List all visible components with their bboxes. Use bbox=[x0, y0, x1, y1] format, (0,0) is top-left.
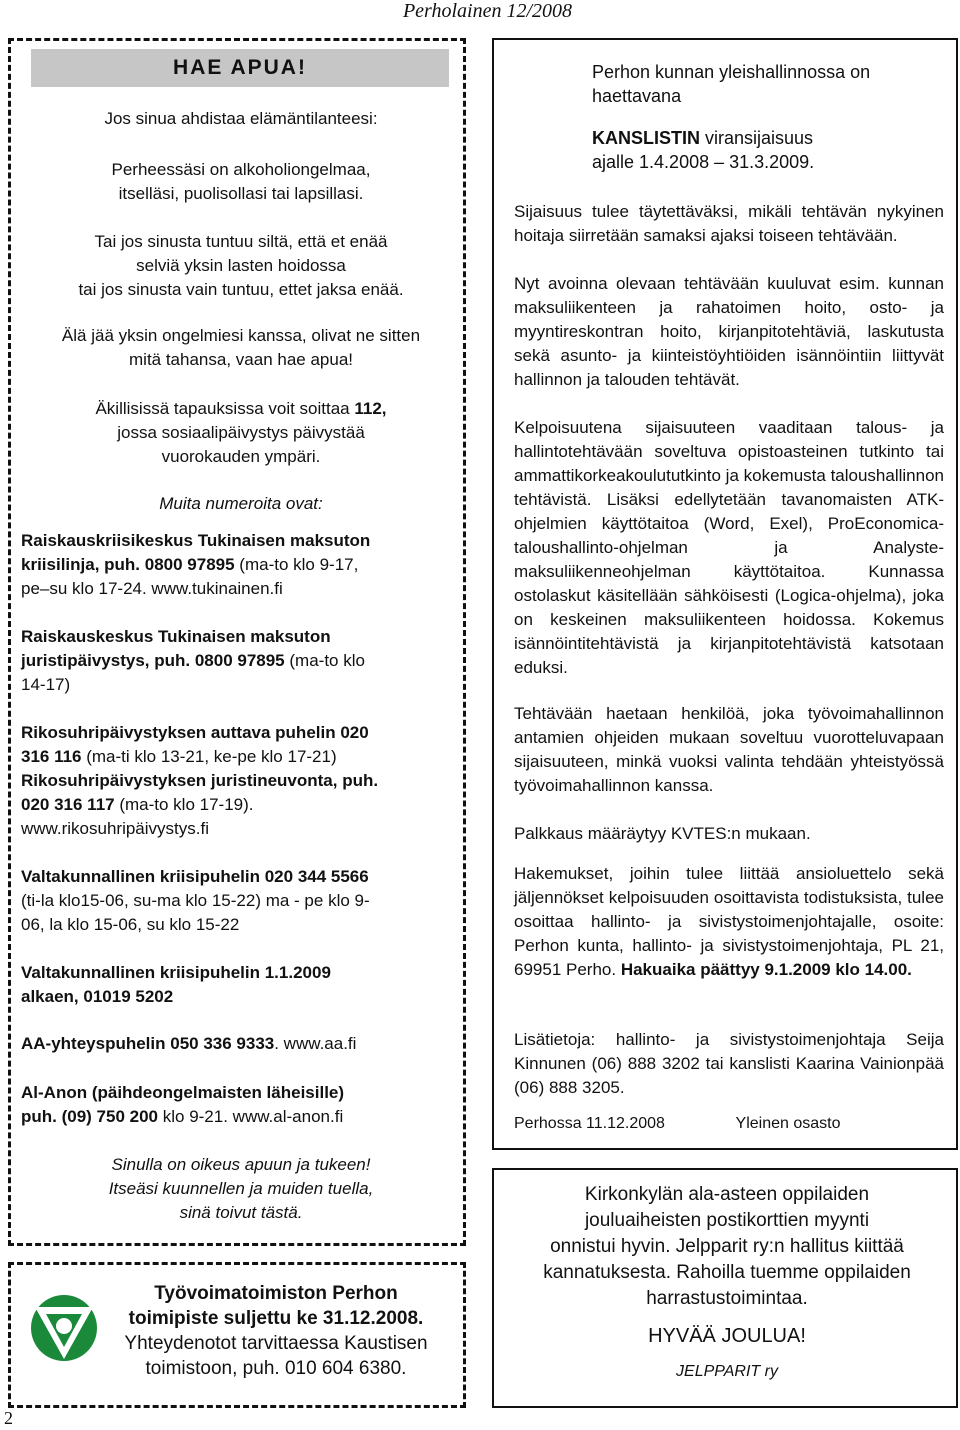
text-line: harrastustoimintaa. bbox=[646, 1288, 808, 1309]
jelpparit-notice bbox=[492, 1168, 958, 1408]
page-number: 2 bbox=[4, 1408, 13, 1428]
text-line: Yhteydenotot tarvittaessa Kaustisen bbox=[124, 1333, 428, 1354]
text-line: Työvoimatoimiston Perhon bbox=[154, 1283, 398, 1304]
text-line: 316 116 bbox=[21, 747, 82, 766]
application-paragraph bbox=[514, 862, 944, 982]
text-line: AA-yhteyspuhelin 050 336 9333 bbox=[21, 1034, 275, 1053]
contact-national-crisis-line-2009 bbox=[21, 961, 461, 1009]
emergency-number: 112, bbox=[354, 399, 387, 418]
text-line: jossa sosiaalipäivystys päivystää bbox=[117, 423, 365, 442]
contact-tukinainen-legal bbox=[21, 625, 461, 697]
paragraph-coping bbox=[21, 230, 461, 302]
contact-rikosuhri bbox=[21, 721, 461, 841]
contact-tukinainen-crisis bbox=[21, 529, 461, 601]
text-line: (ma-ti klo 13-21, ke-pe klo 17-21) bbox=[81, 747, 337, 766]
signature: JELPPARIT ry bbox=[676, 1363, 778, 1380]
help-title: HAE APUA! bbox=[31, 49, 449, 87]
text-line: vuorokauden ympäri. bbox=[161, 447, 321, 466]
job-announcement bbox=[492, 38, 958, 1150]
contact-al-anon bbox=[21, 1081, 461, 1129]
text-line: puh. (09) 750 200 bbox=[21, 1107, 159, 1126]
info-paragraph: Lisätietoja: hallinto- ja sivistystoimenjohtaja Seija Kinnunen (06) 888 3202 tai kanslisti Kaarina Vainionpää (06) 888 3205. bbox=[514, 1030, 944, 1097]
application-deadline: Hakuaika päättyy 9.1.2009 klo 14.00. bbox=[620, 960, 912, 979]
text-line: (ti-la klo15-06, su-ma klo 15-22) ma - pe klo 9- bbox=[21, 891, 370, 910]
text-line: kriisilinja, puh. 0800 97895 bbox=[21, 555, 235, 574]
text-line: toimistoon, puh. 010 604 6380. bbox=[145, 1358, 407, 1379]
text-line: 14-17) bbox=[21, 675, 71, 694]
text-line: sinä toivut tästä. bbox=[179, 1203, 303, 1222]
body-paragraph-1: Sijaisuus tulee täytettäväksi, mikäli tehtävän nykyinen hoitaja siirretään samaksi ajaksi toiseen tehtävään. bbox=[514, 202, 944, 245]
text-line: www.rikosuhripäivystys.fi bbox=[21, 819, 209, 838]
text-line: Valtakunnallinen kriisipuhelin 020 344 5566 bbox=[21, 867, 369, 886]
position-name: KANSLISTIN bbox=[592, 128, 700, 148]
christmas-greeting: HYVÄÄ JOULUA! bbox=[648, 1325, 806, 1347]
text-line: Rikosuhripäivystyksen auttava puhelin 020 bbox=[21, 723, 369, 742]
employment-office-notice bbox=[8, 1262, 466, 1408]
text-line: Itseäsi kuunnellen ja muiden tuella, bbox=[108, 1179, 374, 1198]
salary-note: Palkkaus määräytyy KVTES:n mukaan. bbox=[514, 824, 811, 843]
department-name: Yleinen osasto bbox=[735, 1115, 841, 1132]
help-box bbox=[8, 38, 466, 1246]
text-line: viransijaisuus bbox=[700, 128, 814, 148]
body-paragraph-3: Kelpoisuutena sijaisuuteen vaaditaan talous- ja hallintotehtävään soveltuva opistoasteinen tutkinto tai ammattikorkeakoulututkinto ja kokemusta taloushallinnon tehtävistä. Lisäksi edellytetään tavanomaisten ATK-ohjelmien käyttötaitoa (Word, Exel), ProEconomica- taloushallinto-ohjelman ja Analyste- maksuliikenneohjelman käyttötaitoa. Kunnassa ostolaskut käsitellään sähköisesti (Logica-ohjelma), joka on keskeinen maksuliikenteen hoidossa. Kokemus isännöintitehtävistä ja kirjanpitotehtävistä katsotaan eduksi. bbox=[514, 418, 944, 677]
place-date: Perhossa 11.12.2008 bbox=[514, 1115, 665, 1132]
text-line: Älä jää yksin ongelmiesi kanssa, olivat ne sitten bbox=[61, 326, 421, 345]
text-line: . www.aa.fi bbox=[274, 1034, 357, 1053]
text-line: (ma-to klo bbox=[284, 651, 365, 670]
text-line: 06, la klo 15-06, su klo 15-22 bbox=[21, 915, 240, 934]
text-line: tai jos sinusta vain tuntuu, ettet jaksa enää. bbox=[78, 280, 404, 299]
text-line: klo 9-21. www.al-anon.fi bbox=[158, 1107, 344, 1126]
text-line: haettavana bbox=[592, 86, 682, 106]
position-title bbox=[592, 126, 932, 174]
text-line: (ma-to klo 9-17, bbox=[234, 555, 359, 574]
text-line: toimipiste suljettu ke 31.12.2008. bbox=[128, 1308, 424, 1329]
text-line: Rikosuhripäivystyksen juristineuvonta, puh. bbox=[21, 771, 379, 790]
contact-aa bbox=[21, 1032, 461, 1056]
text-line: 020 316 117 bbox=[21, 795, 115, 814]
text-line: Tai jos sinusta tuntuu siltä, että et enää bbox=[94, 232, 388, 251]
contact-national-crisis-line bbox=[21, 865, 461, 937]
text-line: juristipäivystys, puh. 0800 97895 bbox=[21, 651, 285, 670]
employment-office-text bbox=[101, 1281, 451, 1381]
text-line: itselläsi, puolisollasi tai lapsillasi. bbox=[118, 184, 364, 203]
text-line: Sinulla on oikeus apuun ja tukeen! bbox=[111, 1155, 371, 1174]
text-line: Hakemukset, joihin tulee liittää ansioluettelo sekä jäljennökset kelpoisuuden osoittavista todistuksista, tulee osoittaa hallinto- ja sivistystoimenjohtajalle, osoite: Perhon kunta, hallinto- ja sivistystoimenjohtaja, PL 21, 69951 Perho. bbox=[514, 864, 944, 979]
body-paragraph-2: Nyt avoinna olevaan tehtävään kuuluvat esim. kunnan maksuliikenteen ja rahatoimen hoito, osto- ja myyntireskontran hoito, kirjanpitotehtäviä, laskutusta sekä asunto- ja kiinteistöyhtiöiden isännöintiin liittyvät hallinnon ja talouden tehtävät. bbox=[514, 274, 944, 389]
text-line: pe–su klo 17-24. www.tukinainen.fi bbox=[21, 579, 283, 598]
text-line: selviä yksin lasten hoidossa bbox=[136, 256, 346, 275]
jelpparit-message bbox=[514, 1182, 940, 1312]
announcement-footer bbox=[514, 1112, 944, 1136]
text-line: Valtakunnallinen kriisipuhelin 1.1.2009 bbox=[21, 963, 331, 982]
employment-office-logo bbox=[29, 1293, 99, 1363]
other-numbers-heading: Muita numeroita ovat: bbox=[159, 494, 323, 513]
paragraph-seek-help bbox=[21, 324, 461, 372]
text-line: kannatuksesta. Rahoilla tuemme oppilaiden bbox=[543, 1262, 911, 1283]
intro-text: Jos sinua ahdistaa elämäntilanteesi: bbox=[104, 109, 378, 128]
text-line: onnistui hyvin. Jelpparit ry:n hallitus kiittää bbox=[550, 1236, 904, 1257]
paragraph-alcohol bbox=[21, 158, 461, 206]
text-line: Al-Anon (päihdeongelmaisten läheisille) bbox=[21, 1083, 345, 1102]
text-line: Kirkonkylän ala-asteen oppilaiden bbox=[584, 1184, 870, 1205]
text-line: Raiskauskriisikeskus Tukinaisen maksuton bbox=[21, 531, 371, 550]
text-line: jouluaiheisten postikorttien myynti bbox=[584, 1210, 870, 1231]
paragraph-emergency bbox=[21, 397, 461, 469]
text-line: Raiskauskeskus Tukinaisen maksuton bbox=[21, 627, 331, 646]
text-line: Perhon kunnan yleishallinnossa on bbox=[592, 62, 871, 82]
position-period: ajalle 1.4.2008 – 31.3.2009. bbox=[592, 152, 815, 172]
text-line: mitä tahansa, vaan hae apua! bbox=[129, 350, 353, 369]
text-line: (ma-to klo 17-19). bbox=[114, 795, 254, 814]
closing-message bbox=[21, 1153, 461, 1225]
publication-header: Perholainen 12/2008 bbox=[402, 0, 572, 22]
announcement-intro bbox=[592, 60, 932, 108]
text-line: Äkillisissä tapauksissa voit soittaa bbox=[95, 399, 355, 418]
body-paragraph-4: Tehtävään haetaan henkilöä, joka työvoimahallinnon antamien ohjeiden mukaan soveltuu vuorotteluvapaan sijaisuuteen, minkä vuoksi valinta tehdään yhteistyössä työvoimahallinnon kanssa. bbox=[514, 704, 944, 795]
text-line: alkaen, 01019 5202 bbox=[21, 987, 174, 1006]
text-line: Perheessäsi on alkoholiongelmaa, bbox=[111, 160, 371, 179]
